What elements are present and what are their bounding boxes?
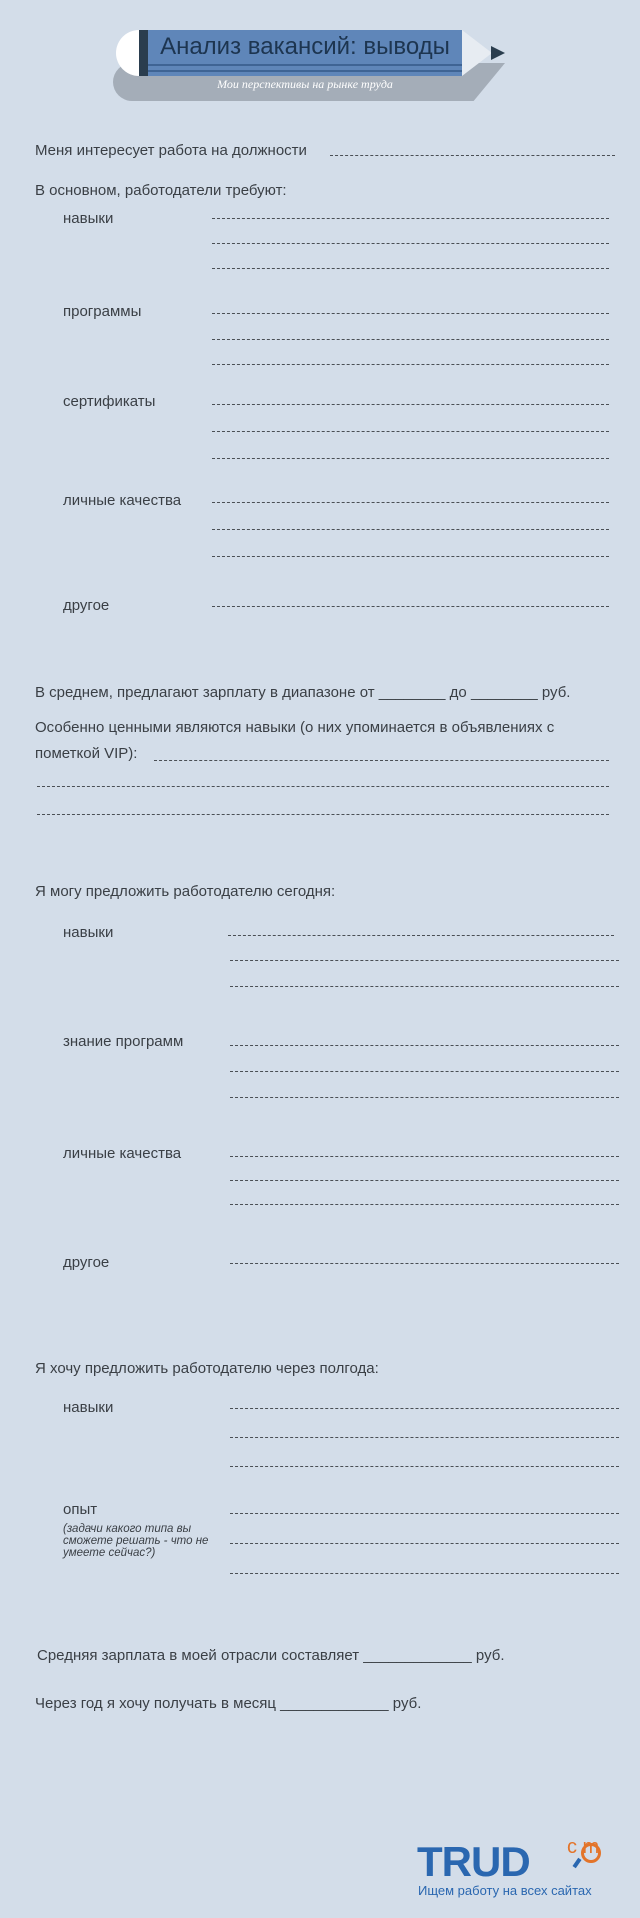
offer-half-year-experience-line[interactable] (230, 1513, 619, 1514)
offer-half-year-heading: Я хочу предложить работодателю через полгода: (35, 1360, 379, 1377)
require-certificates-line[interactable] (212, 458, 609, 459)
require-skills-line[interactable] (212, 243, 609, 244)
offer-today-personal-line[interactable] (230, 1156, 619, 1157)
require-certificates-line[interactable] (212, 431, 609, 432)
valuable-skills-line[interactable] (37, 786, 609, 787)
require-skills-label: навыки (63, 210, 114, 227)
offer-half-year-experience-line[interactable] (230, 1543, 619, 1544)
offer-today-personal-line[interactable] (230, 1180, 619, 1181)
pencil-tip (462, 30, 492, 76)
valuable-skills-text-2: пометкой VIP): (35, 745, 138, 762)
require-personal-label: личные качества (63, 492, 182, 509)
require-programs-line[interactable] (212, 313, 609, 314)
offer-today-programs-label: знание программ (63, 1033, 184, 1050)
logo-wordmark: TRUD (417, 1838, 530, 1885)
avg-salary-text: Средняя зарплата в моей отрасли составляет _____________ руб. (37, 1647, 505, 1664)
valuable-skills-text: Особенно ценными являются навыки (о них упоминается в объявлениях с (35, 719, 555, 736)
experience-hint: (задачи какого типа вы сможете решать - что не умеете сейчас?) (63, 1523, 209, 1559)
valuable-skills-line[interactable] (154, 760, 609, 761)
offer-half-year-experience-label: опыт (63, 1501, 98, 1518)
position-field[interactable] (330, 155, 615, 156)
require-personal-line[interactable] (212, 502, 609, 503)
offer-today-skills-line[interactable] (228, 935, 614, 936)
offer-half-year-skills-line[interactable] (230, 1408, 619, 1409)
pencil-stripe (148, 64, 462, 66)
offer-today-programs-line[interactable] (230, 1071, 619, 1072)
offer-today-personal-label: личные качества (63, 1145, 182, 1162)
require-personal-line[interactable] (212, 529, 609, 530)
offer-today-programs-line[interactable] (230, 1045, 619, 1046)
magnifier-handle (572, 1858, 581, 1868)
offer-today-other-line[interactable] (230, 1263, 619, 1264)
pencil-band (139, 30, 148, 76)
logo-tagline: Ищем работу на всех сайтах (418, 1883, 592, 1898)
require-certificates-label: сертификаты (63, 393, 156, 410)
offer-today-other-label: другое (63, 1254, 110, 1271)
wish-salary-text: Через год я хочу получать в месяц _____________ руб. (35, 1695, 422, 1712)
require-personal-line[interactable] (212, 556, 609, 557)
require-programs-line[interactable] (212, 364, 609, 365)
require-skills-line[interactable] (212, 268, 609, 269)
require-heading: В основном, работодатели требуют: (35, 182, 287, 199)
pencil-stripe (148, 70, 462, 72)
offer-half-year-skills-line[interactable] (230, 1437, 619, 1438)
logo-suffix: c m (567, 1836, 600, 1858)
valuable-skills-line[interactable] (37, 814, 609, 815)
require-certificates-line[interactable] (212, 404, 609, 405)
offer-today-personal-line[interactable] (230, 1204, 619, 1205)
offer-today-skills-line[interactable] (230, 986, 619, 987)
offer-today-heading: Я могу предложить работодателю сегодня: (35, 883, 336, 900)
offer-half-year-skills-line[interactable] (230, 1466, 619, 1467)
page-subtitle: Мои перспективы на рынке труда (217, 77, 393, 91)
offer-today-skills-line[interactable] (230, 960, 619, 961)
require-programs-line[interactable] (212, 339, 609, 340)
offer-today-programs-line[interactable] (230, 1097, 619, 1098)
offer-half-year-experience-line[interactable] (230, 1573, 619, 1574)
salary-range-text: В среднем, предлагают зарплату в диапазоне от ________ до ________ руб. (35, 684, 571, 701)
require-other-label: другое (63, 597, 110, 614)
require-other-line[interactable] (212, 606, 609, 607)
position-label: Меня интересует работа на должности (35, 142, 307, 159)
pencil-lead (491, 46, 505, 60)
offer-today-skills-label: навыки (63, 924, 114, 941)
offer-half-year-skills-label: навыки (63, 1399, 114, 1416)
magnifier-icon (581, 1843, 601, 1863)
require-programs-label: программы (63, 303, 142, 320)
require-skills-line[interactable] (212, 218, 609, 219)
page-title: Анализ вакансий: выводы (160, 33, 450, 60)
